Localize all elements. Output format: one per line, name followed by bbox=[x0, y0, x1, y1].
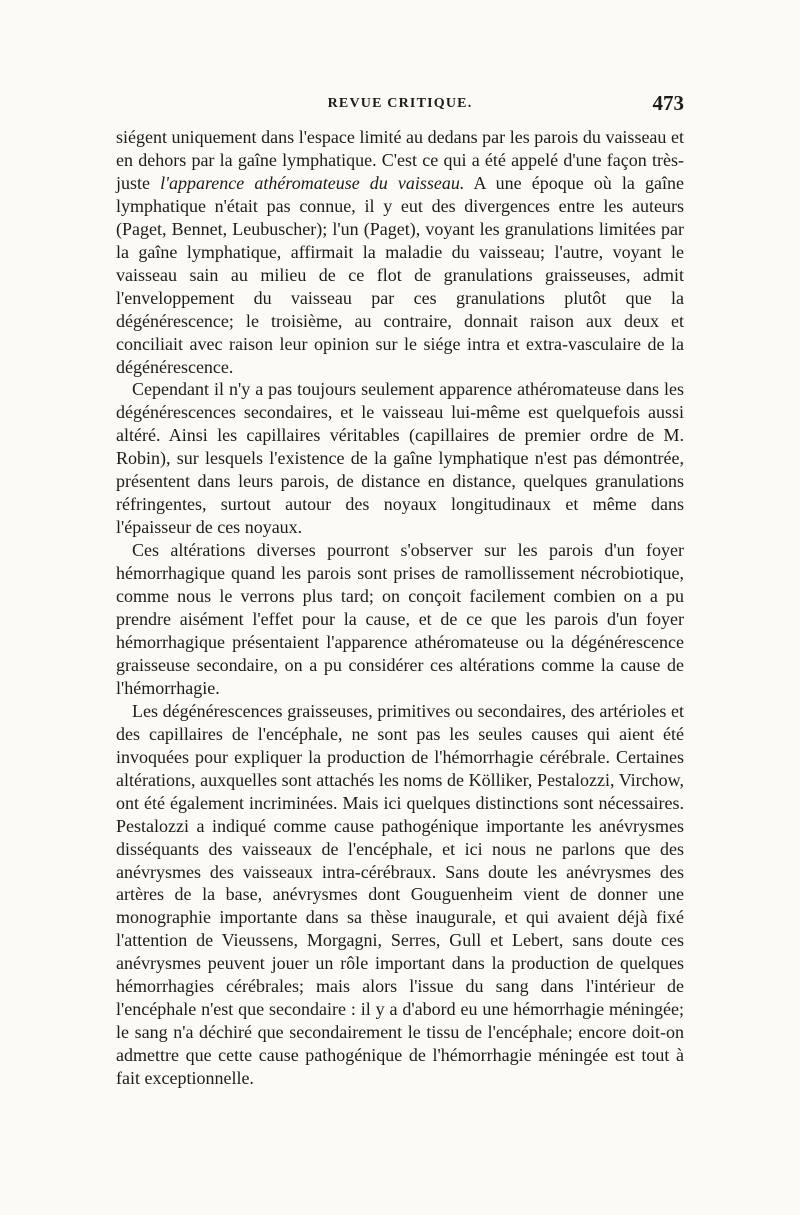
italic-term: l'apparence athéromateuse du vaisseau. bbox=[160, 172, 465, 193]
paragraph-4: Les dégénérescences graisseuses, primitives ou secondaires, des artérioles et des capillaires de l'encéphale, ne sont pas les seules causes qui aient été invoquées pour expliquer la production de l'hémorrhagie cérébrale. Certaines altérations, auxquelles sont attachés les noms de Kölliker, Pestalozzi, Virchow, ont été également incriminées. Mais ici quelques distinctions sont nécessaires. Pestalozzi a indiqué comme cause pathogénique importante les anévrysmes disséquants des vaisseaux de l'encéphale, et ici nous ne parlons que des anévrysmes des vaisseaux intra-cérébraux. Sans doute les anévrysmes des artères de la base, anévrysmes dont Gouguenheim vient de donner une monographie importante dans sa thèse inaugurale, et qui avaient déjà fixé l'attention de Vieussens, Morgagni, Serres, Gull et Lebert, sans doute ces anévrysmes peuvent jouer un rôle important dans la production de quelques hémorrhagies cérébrales; mais alors l'issue du sang dans l'intérieur de l'encéphale n'est que secondaire : il y a d'abord eu une hémorrhagie méningée; le sang n'a déchiré que secondairement le tissu de l'encéphale; encore doit-on admettre que cette cause pathogénique de l'hémorrhagie méningée est tout à fait exceptionnelle. bbox=[116, 700, 684, 1089]
paragraph-3: Ces altérations diverses pourront s'observer sur les parois d'un foyer hémorrhagique quand les parois sont prises de ramollissement nécrobiotique, comme nous le verrons plus tard; on conçoit facilement combien on a pu prendre aisément l'effet pour la cause, et de ce que les parois d'un foyer hémorrhagique présentaient l'apparence athéromateuse ou la dégénérescence graisseuse secondaire, on a pu considérer ces altérations comme la cause de l'hémorrhagie. bbox=[116, 540, 684, 698]
paragraph-2: Cependant il n'y a pas toujours seulement apparence athéromateuse dans les dégénérescences secondaires, et le vaisseau lui-même est quelquefois aussi altéré. Ainsi les capillaires véritables (capillaires de premier ordre de M. Robin), sur lesquels l'existence de la gaîne lymphatique n'est pas démontrée, présentent dans leurs parois, de distance en distance, quelques granulations réfringentes, surtout autour des noyaux longitudinaux et même dans l'épaisseur de ces noyaux. bbox=[116, 379, 684, 538]
page-number: 473 bbox=[652, 91, 684, 115]
paragraph-1-text-end: A une époque où la gaîne lymphatique n'était pas connue, il y eut des divergences entre les auteurs (Paget, Bennet, Leubuscher); l'un (Paget), voyant les granulations limitées par la gaîne lymphatique, affirmait la maladie du vaisseau; l'autre, voyant le vaisseau sain au milieu de ce flot de granulations graisseuses, admit l'enveloppement du vaisseau par ces granulations plutôt que la dégénérescence; le troisième, au contraire, donnait raison aux deux et conciliait avec raison leur opinion sur le siége intra et extra-vasculaire de la dégénérescence. bbox=[116, 172, 684, 377]
paragraph-1 bbox=[116, 126, 684, 378]
paragraph-1-text: siégent uniquement dans l'espace limité au dedans par les parois du vaisseau et en dehors par la gaîne lymphatique. C'est ce qui a été appelé d'une façon très-juste bbox=[116, 127, 684, 193]
body-text bbox=[116, 126, 684, 1090]
running-title: REVUE CRITIQUE. bbox=[327, 96, 473, 111]
page-header bbox=[116, 91, 684, 120]
